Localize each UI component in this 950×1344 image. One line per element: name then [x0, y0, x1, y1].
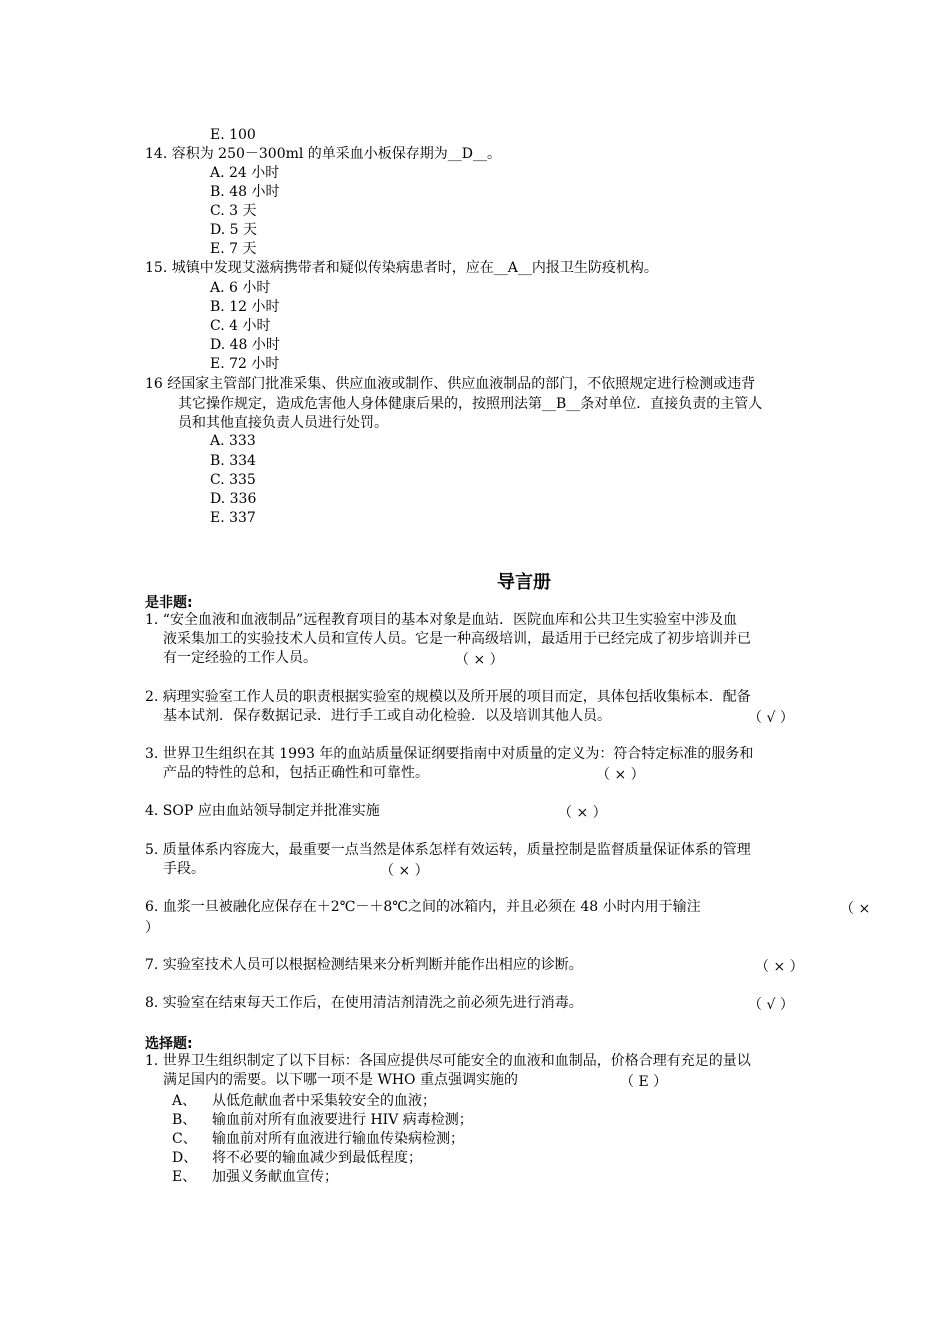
question-14: 14. 容积为 250－300ml 的单采血小板保存期为__D__。	[145, 146, 502, 162]
mc-1-option-d-text: 将不必要的输血减少到最低程度；	[212, 1150, 422, 1166]
question-16-line-3: 员和其他直接负责人员进行处罚。	[178, 415, 388, 431]
q14-option-b: B. 48 小时	[210, 184, 280, 200]
mc-1-option-a-letter: A、	[172, 1093, 197, 1109]
choice-heading: 选择题:	[145, 1036, 193, 1052]
q15-option-c: C. 4 小时	[210, 318, 271, 334]
tf-5-answer: （ × ）	[380, 863, 429, 879]
tf-5-line-1: 5. 质量体系内容庞大，最重要一点当然是体系怎样有效运转，质量控制是监督质量保证体系的管理	[145, 842, 751, 858]
q16-option-a: A. 333	[210, 433, 256, 449]
q14-option-d: D. 5 天	[210, 222, 257, 238]
q14-option-c: C. 3 天	[210, 203, 257, 219]
q15-option-e: E. 72 小时	[210, 356, 280, 372]
mc-1-option-d-letter: D、	[172, 1150, 198, 1166]
q16-option-c: C. 335	[210, 472, 256, 488]
tf-8-line-1: 8. 实验室在结束每天工作后，在使用清洁剂清洗之前必须先进行消毒。	[145, 995, 583, 1011]
prev-option-e: E. 100	[210, 127, 256, 143]
q14-option-e: E. 7 天	[210, 241, 257, 257]
tf-6-answer: （ ×	[840, 901, 871, 917]
tf-1-line-2: 液采集加工的实验技术人员和宣传人员。它是一种高级培训，最适用于已经完成了初步培训并已	[163, 631, 751, 647]
tf-3-line-1: 3. 世界卫生组织在其 1993 年的血站质量保证纲要指南中对质量的定义为：符合特定标准的服务和	[145, 746, 754, 762]
tf-5-line-2: 手段。	[163, 861, 205, 877]
tf-6-line-1: 6. 血浆一旦被融化应保存在＋2℃－＋8℃之间的冰箱内，并且必须在 48 小时内用于输注	[145, 899, 701, 915]
tf-4-line-1: 4. SOP 应由血站领导制定并批准实施	[145, 803, 380, 819]
question-16-line-1: 16 经国家主管部门批准采集、供应血液或制作、供应血液制品的部门，不依照规定进行检测或违背	[145, 376, 756, 392]
tf-8-answer: （ √ ）	[748, 997, 794, 1013]
mc-1-line-1: 1. 世界卫生组织制定了以下目标：各国应提供尽可能安全的血液和血制品，价格合理有充足的量以	[145, 1053, 751, 1069]
mc-1-option-b-letter: B、	[172, 1112, 197, 1128]
section-title: 导言册	[497, 572, 551, 593]
true-false-heading: 是非题:	[145, 595, 193, 611]
mc-1-option-c-letter: C、	[172, 1131, 197, 1147]
q14-option-a: A. 24 小时	[210, 165, 280, 181]
tf-1-answer: （ × ）	[455, 652, 504, 668]
mc-1-line-2: 满足国内的需要。以下哪一项不是 WHO 重点强调实施的	[163, 1072, 518, 1088]
mc-1-option-e-letter: E、	[172, 1169, 197, 1185]
mc-1-answer: （ E ）	[620, 1074, 668, 1090]
tf-1-line-1: 1. “安全血液和血液制品”远程教育项目的基本对象是血站．医院血库和公共卫生实验室中涉及血	[145, 612, 738, 628]
tf-7-line-1: 7. 实验室技术人员可以根据检测结果来分析判断并能作出相应的诊断。	[145, 957, 583, 973]
mc-1-option-a-text: 从低危献血者中采集较安全的血液；	[212, 1093, 436, 1109]
q15-option-d: D. 48 小时	[210, 337, 280, 353]
tf-2-answer: （ √ ）	[748, 710, 794, 726]
tf-7-answer: （ × ）	[755, 959, 804, 975]
mc-1-option-e-text: 加强义务献血宣传；	[212, 1169, 338, 1185]
tf-2-line-1: 2. 病理实验室工作人员的职责根据实验室的规模以及所开展的项目而定，具体包括收集标本．配备	[145, 689, 751, 705]
tf-4-answer: （ × ）	[558, 805, 607, 821]
tf-6-answer-tail: ）	[145, 920, 159, 936]
question-15: 15. 城镇中发现艾滋病携带者和疑似传染病患者时，应在__A__内报卫生防疫机构。	[145, 260, 658, 276]
q15-option-b: B. 12 小时	[210, 299, 280, 315]
mc-1-option-c-text: 输血前对所有血液进行输血传染病检测；	[212, 1131, 464, 1147]
mc-1-option-b-text: 输血前对所有血液要进行 HIV 病毒检测；	[212, 1112, 473, 1128]
q16-option-e: E. 337	[210, 510, 256, 526]
tf-2-line-2: 基本试剂．保存数据记录．进行手工或自动化检验．以及培训其他人员。	[163, 708, 611, 724]
tf-3-answer: （ × ）	[596, 767, 645, 783]
q16-option-b: B. 334	[210, 453, 256, 469]
q15-option-a: A. 6 小时	[210, 280, 271, 296]
tf-1-line-3: 有一定经验的工作人员。	[163, 650, 317, 666]
q16-option-d: D. 336	[210, 491, 257, 507]
question-16-line-2: 其它操作规定，造成危害他人身体健康后果的，按照刑法第__B__条对单位．直接负责的主管人	[178, 396, 763, 412]
tf-3-line-2: 产品的特性的总和，包括正确性和可靠性。	[163, 765, 429, 781]
